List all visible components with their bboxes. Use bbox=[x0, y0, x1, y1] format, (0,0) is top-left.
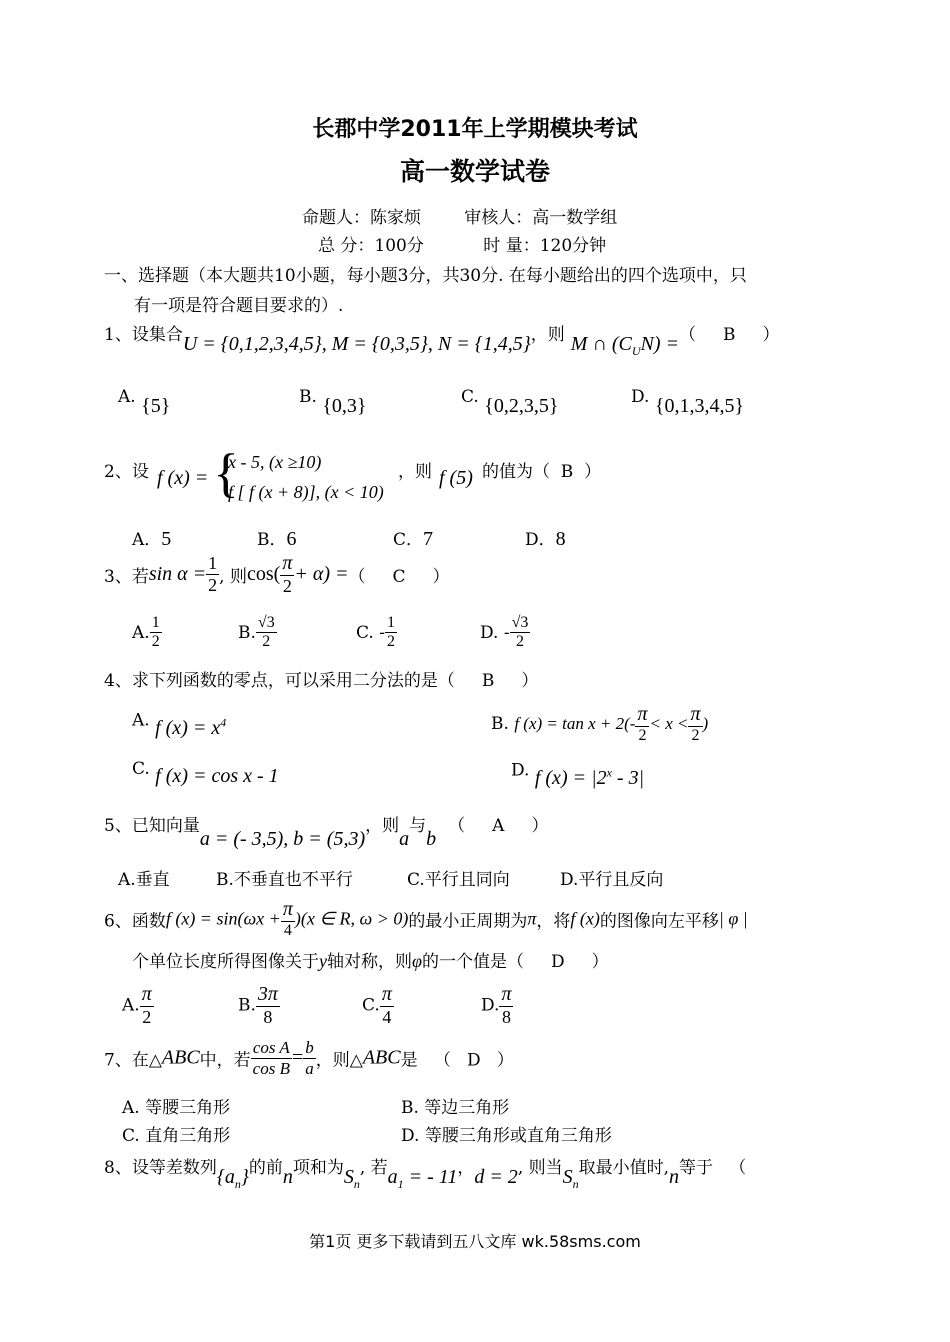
q2-option-d-label: D． bbox=[525, 530, 556, 550]
q4-option-b-pi1: π bbox=[637, 703, 648, 725]
question-4: 4、求下列函数的零点，可以采用二分法的是（ B ） bbox=[104, 671, 539, 691]
q3-option-a-num: 1 bbox=[150, 614, 162, 633]
q7-prefix: 7、在△ bbox=[104, 1050, 162, 1071]
q4-option-c-label: C. bbox=[132, 759, 150, 779]
q5-answer: （ A ） bbox=[448, 816, 549, 836]
q4-option-d-formula: f (x) = |2 bbox=[534, 766, 607, 789]
q8-an-sub: n bbox=[234, 1177, 241, 1191]
q6-option-a-label: A. bbox=[122, 995, 140, 1016]
q1-option-b bbox=[299, 385, 367, 417]
q2-option-c-value: 7 bbox=[423, 528, 434, 550]
q2-case1: x - 5, (x ≥10) bbox=[228, 452, 322, 472]
q8-sn2: S bbox=[562, 1166, 573, 1188]
q5-option-d: D.平行且反向 bbox=[560, 870, 664, 890]
question-5 bbox=[104, 811, 549, 850]
q7-abc: ABC bbox=[161, 1046, 200, 1069]
q6-option-a-num: π bbox=[141, 983, 152, 1005]
q2-brace: { bbox=[213, 443, 239, 503]
q1-option-a bbox=[118, 385, 171, 417]
q6-option-c bbox=[362, 983, 394, 1028]
q2-mid: ，则 bbox=[398, 462, 432, 482]
q5-formula: a = (- 3,5), b = (5,3) bbox=[199, 828, 366, 850]
question-8 bbox=[104, 1153, 747, 1191]
q8-prefix: 8、设等差数列 bbox=[104, 1158, 217, 1178]
question-1 bbox=[104, 320, 780, 358]
q3-option-c-den: 2 bbox=[386, 633, 395, 651]
q3-comma: , 则 bbox=[219, 566, 247, 587]
q3-half-den: 2 bbox=[208, 574, 218, 595]
q8-sn-sub: n bbox=[353, 1177, 360, 1191]
q2-prefix: 2、设 bbox=[104, 462, 149, 482]
q6-option-b-den: 8 bbox=[263, 1007, 273, 1027]
q1-prefix: 1、设集合 bbox=[104, 325, 183, 345]
q6-option-b-num: 3π bbox=[257, 983, 278, 1005]
q7-cosA: cos A bbox=[251, 1038, 292, 1059]
q1-option-b-value: {0,3} bbox=[322, 395, 367, 417]
q7-option-b: B. 等边三角形 bbox=[401, 1098, 510, 1118]
q3-sin: sin α = bbox=[148, 562, 207, 585]
q1-option-d-label: D. bbox=[631, 387, 650, 407]
q3-option-c-num: 1 bbox=[385, 614, 397, 633]
q6-four: 4 bbox=[283, 922, 292, 939]
q2-option-a bbox=[132, 525, 171, 551]
q7-mid2: ，则△ bbox=[315, 1050, 363, 1071]
q8-mid4: , 则当 bbox=[517, 1158, 563, 1178]
q1-option-a-label: A. bbox=[118, 387, 136, 407]
question-3 bbox=[104, 552, 450, 597]
q5-option-a: A.垂直 bbox=[118, 870, 170, 890]
q7-option-c: C. 直角三角形 bbox=[122, 1126, 231, 1146]
q4-option-c bbox=[132, 757, 279, 787]
question-7 bbox=[104, 1038, 514, 1078]
q6-option-c-den: 4 bbox=[382, 1007, 392, 1027]
q7-eq: = bbox=[291, 1046, 304, 1069]
q6-option-b-label: B. bbox=[238, 995, 256, 1016]
q2-option-a-label: A． bbox=[132, 530, 162, 550]
question-6-line2 bbox=[132, 947, 609, 972]
q3-pi: π bbox=[282, 552, 293, 574]
q4-option-d-label: D. bbox=[511, 760, 530, 781]
q5-mid: ，则 bbox=[365, 816, 400, 836]
q6-function: f (x) = sin(ωx + bbox=[165, 908, 281, 929]
exam-subtitle: 高一数学试卷 bbox=[399, 157, 550, 186]
q3-prefix: 3、若 bbox=[104, 566, 149, 587]
q4-option-b-mid: < x < bbox=[649, 714, 689, 734]
q8-n2: n bbox=[669, 1166, 680, 1188]
q2-fx: f (x) = bbox=[157, 467, 209, 489]
q3-option-b-label: B. bbox=[238, 622, 256, 643]
q3-option-d-label: D. - bbox=[480, 622, 510, 643]
q4-option-b-label: B. bbox=[491, 714, 509, 735]
q4-option-b-two2: 2 bbox=[691, 727, 700, 744]
q4-option-a bbox=[132, 707, 227, 739]
q6-option-c-num: π bbox=[381, 983, 392, 1005]
author-line: 命题人：陈家烦 审核人：高一数学组 bbox=[302, 208, 618, 228]
q2-option-d-value: 8 bbox=[555, 528, 566, 550]
q2-option-d bbox=[525, 525, 566, 551]
q6-phi-abs: | φ | bbox=[718, 908, 748, 929]
q6-period: π bbox=[527, 908, 537, 929]
q5-with: 与 bbox=[409, 816, 427, 836]
q8-an: {a bbox=[216, 1166, 235, 1188]
q6-mid3: 的图像向左平移 bbox=[599, 911, 719, 932]
exam-title: 长郡中学2011年上学期模块考试 bbox=[312, 117, 638, 142]
q6-option-c-label: C. bbox=[362, 995, 380, 1016]
q7-suffix: 是 （ D ） bbox=[400, 1050, 514, 1071]
q3-option-c bbox=[356, 614, 397, 652]
q8-a1-val: = - 11 bbox=[408, 1166, 458, 1188]
q8-suffix: 等于 （ bbox=[679, 1158, 747, 1178]
q6-phi: φ bbox=[412, 951, 422, 971]
q8-sn2-sub: n bbox=[572, 1177, 579, 1191]
section-instruction-line1: 一、选择题（本大题共10小题，每小题3分，共30分. 在每小题给出的四个选项中，只 bbox=[104, 266, 747, 286]
q2-suffix: 的值为（ B ） bbox=[482, 462, 602, 482]
q2-option-c bbox=[393, 525, 433, 551]
q8-n: n bbox=[282, 1166, 293, 1188]
q4-option-a-formula: f (x) = x bbox=[155, 716, 221, 739]
q3-option-a-den: 2 bbox=[151, 633, 160, 651]
q6-function-end: )(x ∈ R, ω > 0) bbox=[294, 908, 409, 929]
q6-mid2: ，将 bbox=[536, 911, 571, 932]
q1-option-d-value: {0,1,3,4,5} bbox=[654, 395, 745, 417]
q6-prefix: 6、函数 bbox=[104, 911, 166, 932]
section-instruction-line2: 有一项是符合题目要求的）. bbox=[134, 296, 344, 316]
q6-line2b: 轴对称，则 bbox=[327, 952, 412, 972]
q3-option-d-den: 2 bbox=[515, 633, 524, 651]
q8-mid2: 项和为 bbox=[292, 1158, 344, 1178]
q3-option-c-label: C. - bbox=[356, 622, 385, 643]
q4-option-b-pi2: π bbox=[690, 703, 701, 725]
q1-option-c-value: {0,2,3,5} bbox=[484, 395, 559, 417]
q5-vector-a: a bbox=[399, 828, 410, 850]
q1-option-c-label: C. bbox=[461, 387, 479, 407]
q1-option-a-value: {5} bbox=[141, 395, 171, 417]
q2-option-a-value: 5 bbox=[161, 528, 172, 550]
q7-abc2: ABC bbox=[362, 1046, 401, 1069]
q7-option-a: A. 等腰三角形 bbox=[122, 1098, 231, 1118]
q4-option-d bbox=[511, 757, 645, 789]
q8-a1: a bbox=[387, 1166, 398, 1188]
q8-mid5: 取最小值时, bbox=[578, 1158, 670, 1178]
q8-d: d = 2 bbox=[474, 1166, 518, 1188]
q6-fx: f (x) bbox=[570, 908, 600, 929]
q5-prefix: 5、已知向量 bbox=[104, 816, 200, 836]
q4-option-b bbox=[491, 703, 708, 745]
q4-option-c-formula: f (x) = cos x - 1 bbox=[155, 765, 279, 787]
q3-half-num: 1 bbox=[208, 553, 218, 574]
q1-answer: （ B ） bbox=[679, 325, 780, 345]
q6-line2c: 的一个值是（ D ） bbox=[421, 952, 609, 972]
q3-option-b bbox=[238, 614, 277, 652]
q8-mid1: 的前 bbox=[248, 1158, 283, 1178]
q1-option-b-label: B. bbox=[299, 387, 317, 407]
q4-option-b-end: ) bbox=[702, 714, 709, 734]
q6-pi: π bbox=[282, 898, 293, 920]
q8-a1-sub: 1 bbox=[397, 1177, 404, 1191]
q6-option-d bbox=[481, 983, 513, 1028]
q2-f5: f (5) bbox=[439, 467, 473, 489]
q6-option-d-num: π bbox=[501, 983, 512, 1005]
q7-cosB: cos B bbox=[252, 1058, 290, 1078]
q2-option-b-label: B． bbox=[257, 530, 287, 550]
q8-mid3: , 若 bbox=[359, 1158, 388, 1178]
q8-comma: ， bbox=[457, 1158, 475, 1178]
q3-answer: （ C ） bbox=[348, 566, 450, 587]
q3-option-b-den: 2 bbox=[262, 633, 271, 651]
q3-option-b-num: √3 bbox=[256, 614, 277, 633]
q3-option-d-num: √3 bbox=[510, 614, 531, 633]
q4-option-a-exp: 4 bbox=[220, 715, 227, 729]
question-6-line1 bbox=[104, 898, 748, 940]
page-footer: 第1页 更多下载请到五八文库 wk.58sms.com bbox=[309, 1232, 641, 1251]
q6-option-a-den: 2 bbox=[142, 1007, 152, 1027]
q7-b: b bbox=[305, 1038, 314, 1057]
q2-option-b-value: 6 bbox=[286, 528, 297, 550]
q2-option-c-label: C． bbox=[393, 530, 424, 550]
q3-option-a-label: A. bbox=[132, 622, 150, 643]
q3-option-d bbox=[480, 614, 530, 652]
q3-cos-end: + α) = bbox=[294, 562, 349, 585]
q1-option-d bbox=[631, 385, 745, 417]
q5-vector-b: b bbox=[426, 828, 437, 850]
q6-y: y bbox=[319, 951, 327, 971]
q7-mid: 中，若 bbox=[199, 1050, 251, 1071]
q3-half bbox=[206, 553, 219, 595]
q6-option-d-den: 8 bbox=[501, 1007, 511, 1027]
q4-option-d-end: - 3| bbox=[616, 766, 645, 789]
q1-mid: ，则 bbox=[530, 325, 565, 345]
q3-pi-over-2 bbox=[280, 552, 294, 597]
q5-option-c: C.平行且同向 bbox=[407, 870, 510, 890]
q1-target-sub: U bbox=[631, 344, 641, 358]
q4-option-d-exp: x bbox=[606, 765, 612, 779]
q8-an-end: } bbox=[240, 1166, 249, 1188]
q4-option-b-two1: 2 bbox=[638, 727, 647, 744]
q4-option-a-label: A. bbox=[132, 710, 150, 731]
q1-formula: U = {0,1,2,3,4,5}, M = {0,3,5}, N = {1,4,5} bbox=[182, 333, 531, 355]
q6-option-b bbox=[238, 983, 280, 1028]
q6-line2a: 个单位长度所得图像关于 bbox=[132, 952, 319, 972]
q1-option-c bbox=[461, 385, 559, 417]
q7-option-d: D. 等腰三角形或直角三角形 bbox=[401, 1126, 612, 1146]
q1-target: M ∩ (C bbox=[570, 333, 632, 355]
q3-two: 2 bbox=[282, 576, 292, 596]
q4-option-b-formula: f (x) = tan x + 2(- bbox=[514, 714, 636, 734]
q2-case2: f [ f (x + 8)], (x < 10) bbox=[228, 482, 384, 502]
q8-sn: S bbox=[343, 1166, 354, 1188]
q7-a: a bbox=[305, 1058, 314, 1078]
info-line: 总 分：100分 时 量：120分钟 bbox=[318, 236, 607, 256]
q1-target-end: N) = bbox=[640, 333, 680, 355]
q3-cos: cos( bbox=[246, 562, 281, 585]
q5-option-b: B.不垂直也不平行 bbox=[216, 870, 353, 890]
q6-mid: 的最小正周期为 bbox=[408, 911, 528, 932]
q6-option-a bbox=[122, 983, 154, 1028]
q6-option-d-label: D. bbox=[481, 995, 500, 1016]
q3-option-a bbox=[132, 614, 162, 652]
q2-option-b bbox=[257, 525, 297, 551]
